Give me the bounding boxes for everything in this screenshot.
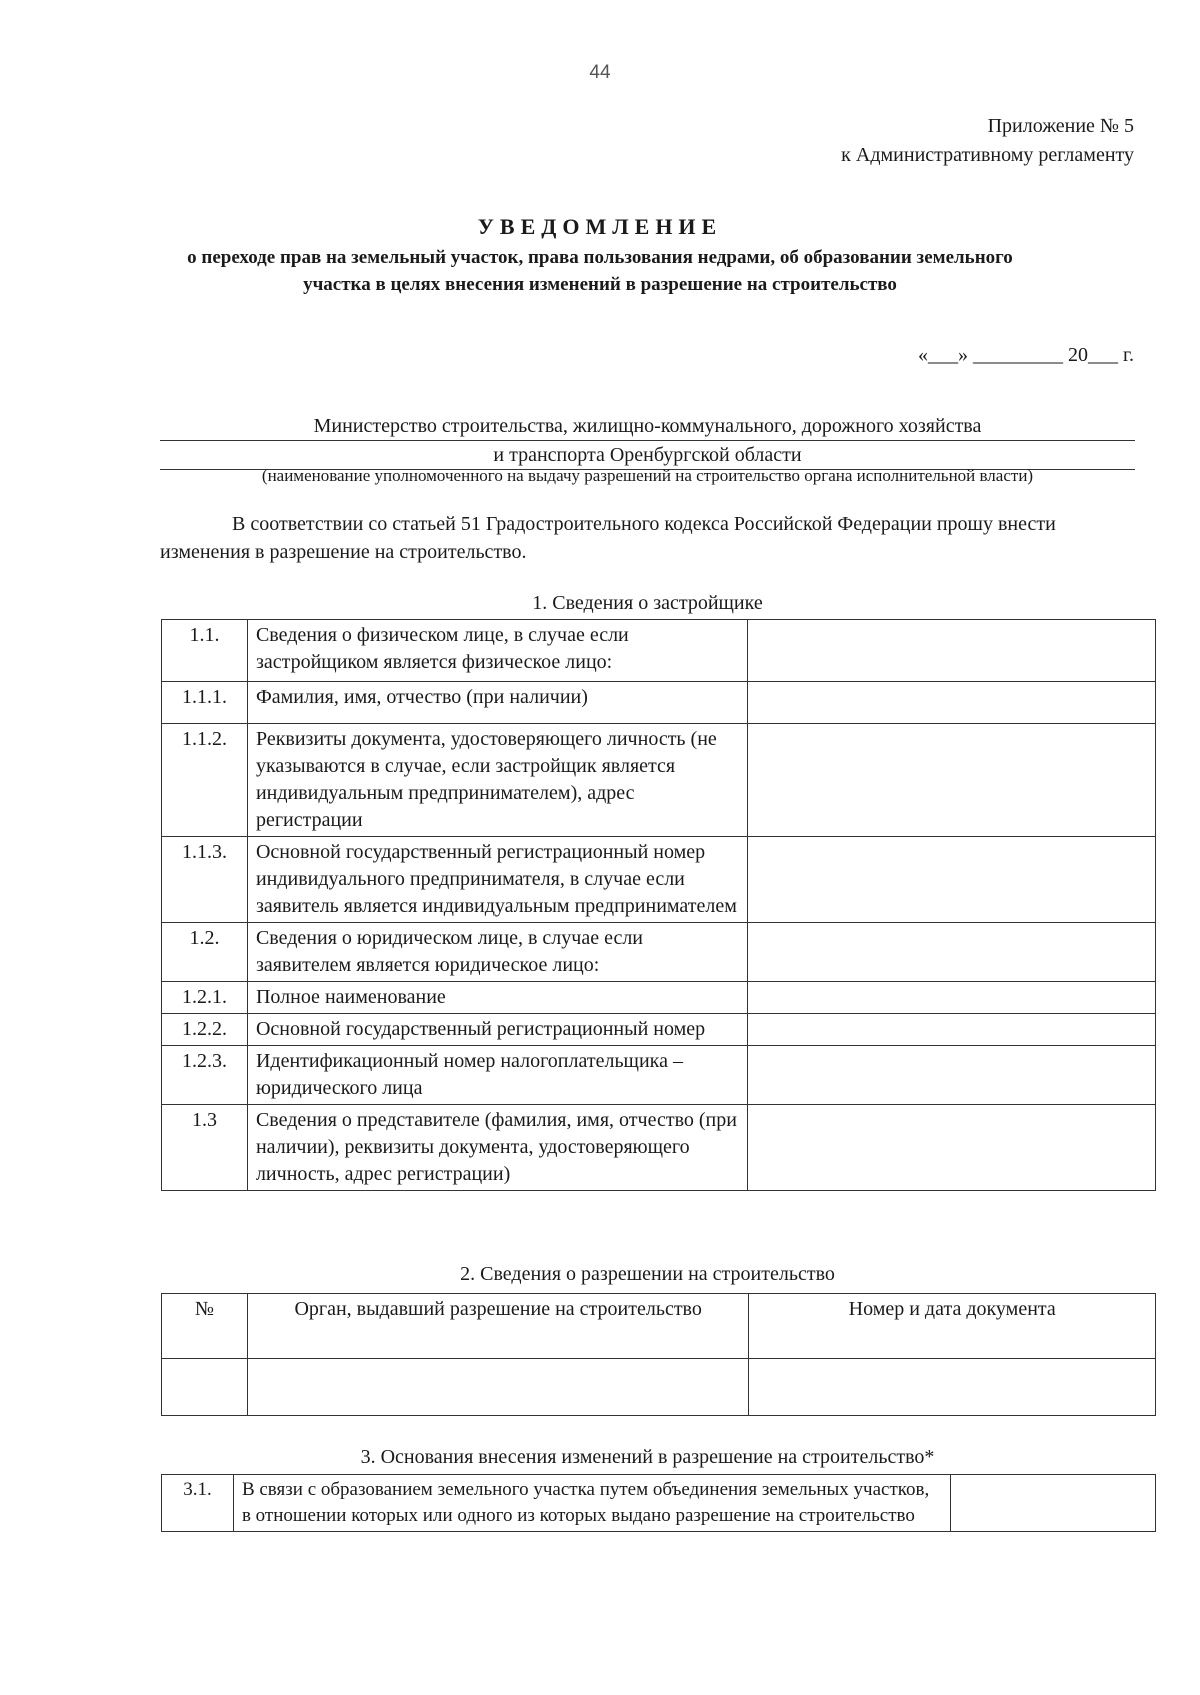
row-label: Реквизиты документа, удостоверяющего личность (не указываются в случае, если застройщик является индивидуальным предпринимателем), адрес регистрации <box>247 724 747 837</box>
row-number: 1.1. <box>162 620 248 682</box>
document-title: УВЕДОМЛЕНИЕ <box>477 214 723 239</box>
row-label: В связи с образованием земельного участка путем объединения земельных участков, в отношении которых или одного из которых выдано разрешение на строительство <box>233 1475 950 1532</box>
column-header-number: № <box>162 1294 248 1359</box>
row-label: Фамилия, имя, отчество (при наличии) <box>247 682 747 724</box>
row-value-cell[interactable] <box>747 682 1155 724</box>
request-paragraph: В соответствии со статьей 51 Градостроительного кодекса Российской Федерации прошу внести изменения в разрешение на строительство. <box>160 513 1056 563</box>
row-value-cell[interactable] <box>747 1014 1155 1046</box>
section-3-title: 3. Основания внесения изменений в разрешение на строительство* <box>360 1446 935 1468</box>
row-label: Идентификационный номер налогоплательщика – юридического лица <box>247 1046 747 1105</box>
table-header-row <box>162 1294 1156 1359</box>
page-number: 44 <box>589 62 611 83</box>
authority-caption: (наименование уполномоченного на выдачу разрешений на строительство органа исполнительной власти) <box>261 466 1034 485</box>
section-2-title: 2. Сведения о разрешении на строительство <box>460 1263 835 1285</box>
row-label: Основной государственный регистрационный номер <box>247 1014 747 1046</box>
row-value-cell[interactable] <box>747 620 1155 682</box>
cell-number[interactable] <box>162 1359 248 1416</box>
section-1-title: 1. Сведения о застройщике <box>532 592 763 614</box>
row-value-cell[interactable] <box>747 1105 1155 1191</box>
appendix-header <box>841 112 1134 170</box>
table-row <box>162 1359 1156 1416</box>
table-row <box>162 620 1156 682</box>
developer-info-table <box>161 619 1156 1191</box>
row-value-cell[interactable] <box>747 1046 1155 1105</box>
cell-authority[interactable] <box>247 1359 748 1416</box>
table-row <box>162 682 1156 724</box>
row-number: 3.1. <box>162 1475 234 1532</box>
permit-info-table <box>161 1293 1156 1416</box>
table-row <box>162 923 1156 982</box>
row-number: 1.2.1. <box>162 982 248 1014</box>
row-number: 1.3 <box>162 1105 248 1191</box>
grounds-table <box>161 1474 1156 1532</box>
cell-doc-number-date[interactable] <box>749 1359 1156 1416</box>
document-subtitle: о переходе прав на земельный участок, права пользования недрами, об образовании земельного участка в целях внесения изменений в разрешение на строительство <box>187 247 1013 295</box>
row-number: 1.2.3. <box>162 1046 248 1105</box>
table-row <box>162 1475 1156 1532</box>
column-header-doc-number-date: Номер и дата документа <box>749 1294 1156 1359</box>
authority-line-2: и транспорта Оренбургской области <box>160 441 1135 470</box>
table-row <box>162 1046 1156 1105</box>
column-header-authority: Орган, выдавший разрешение на строительство <box>247 1294 748 1359</box>
row-value-cell[interactable] <box>951 1475 1156 1532</box>
row-number: 1.1.1. <box>162 682 248 724</box>
row-number: 1.2.2. <box>162 1014 248 1046</box>
row-number: 1.1.2. <box>162 724 248 837</box>
row-value-cell[interactable] <box>747 837 1155 923</box>
date-line: «___» _________ 20___ г. <box>918 344 1134 366</box>
row-value-cell[interactable] <box>747 982 1155 1014</box>
row-value-cell[interactable] <box>747 923 1155 982</box>
appendix-line-1: Приложение № 5 <box>987 115 1134 137</box>
table-row <box>162 1105 1156 1191</box>
appendix-line-2: к Административному регламенту <box>841 144 1134 166</box>
row-label: Сведения о физическом лице, в случае если застройщиком является физическое лицо: <box>247 620 747 682</box>
row-label: Сведения о представителе (фамилия, имя, отчество (при наличии), реквизиты документа, удостоверяющего личность, адрес регистрации) <box>247 1105 747 1191</box>
row-value-cell[interactable] <box>747 724 1155 837</box>
authority-line-1: Министерство строительства, жилищно-коммунального, дорожного хозяйства <box>160 412 1135 441</box>
row-number: 1.2. <box>162 923 248 982</box>
row-label: Основной государственный регистрационный номер индивидуального предпринимателя, в случае если заявитель является индивидуальным предпринимателем <box>247 837 747 923</box>
row-number: 1.1.3. <box>162 837 248 923</box>
table-row <box>162 837 1156 923</box>
table-row <box>162 982 1156 1014</box>
row-label: Полное наименование <box>247 982 747 1014</box>
table-row <box>162 1014 1156 1046</box>
authority-name <box>160 412 1135 470</box>
row-label: Сведения о юридическом лице, в случае если заявителем является юридическое лицо: <box>247 923 747 982</box>
table-row <box>162 724 1156 837</box>
